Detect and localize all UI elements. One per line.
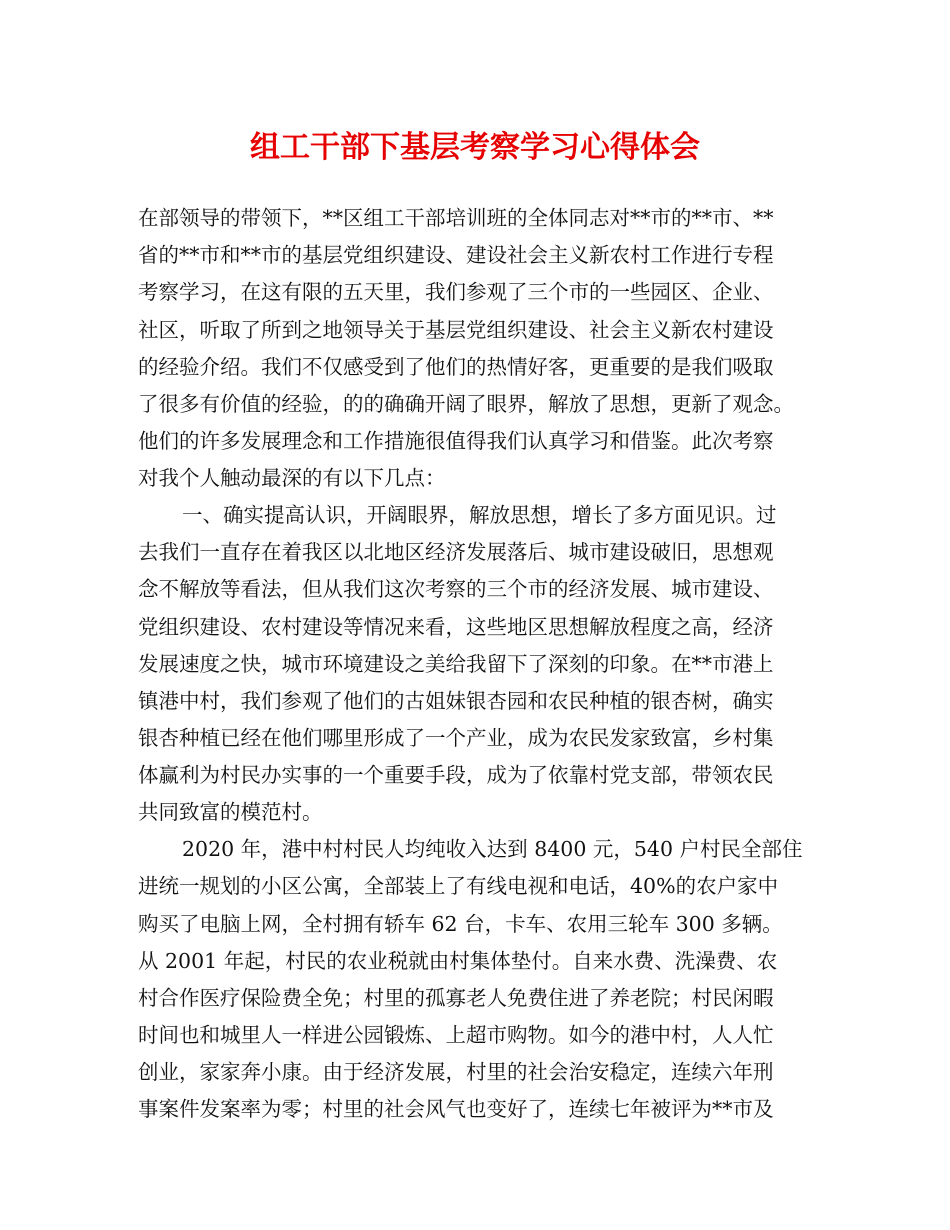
paragraph-line: 体赢利为村民办实事的一个重要手段，成为了依靠村党支部，带领农民 <box>138 763 774 787</box>
paragraph-line: 社区，听取了所到之地领导关于基层党组织建设、社会主义新农村建设 <box>138 318 774 342</box>
paragraph-line: 的经验介绍。我们不仅感受到了他们的热情好客，更重要的是我们吸取 <box>138 355 774 379</box>
paragraph-line: 进统一规划的小区公寓，全部装上了有线电视和电话，40%的农户家中 <box>138 874 779 898</box>
paragraph-line: 念不解放等看法，但从我们这次考察的三个市的经济发展、城市建设、 <box>138 577 774 601</box>
paragraph-line: 省的**市和**市的基层党组织建设、建设社会主义新农村工作进行专程 <box>138 243 774 267</box>
paragraph-line: 考察学习，在这有限的五天里，我们参观了三个市的一些园区、企业、 <box>138 280 774 304</box>
paragraph-line: 村合作医疗保险费全免；村里的孤寡老人免费住进了养老院；村民闲暇 <box>138 986 774 1010</box>
paragraph-line: 了很多有价值的经验，的的确确开阔了眼界，解放了思想，更新了观念。 <box>138 392 794 416</box>
paragraph-line: 去我们一直存在着我区以北地区经济发展落后、城市建设破旧，思想观 <box>138 540 774 564</box>
paragraph-line: 对我个人触动最深的有以下几点： <box>138 466 446 490</box>
paragraph-line: 购买了电脑上网，全村拥有轿车 62 台，卡车、农用三轮车 300 多辆。 <box>138 912 783 936</box>
paragraph-line: 镇港中村，我们参观了他们的古姐妹银杏园和农民种植的银杏树，确实 <box>138 689 774 713</box>
paragraph-line: 他们的许多发展理念和工作措施很值得我们认真学习和借鉴。此次考察 <box>138 429 774 453</box>
paragraph-line: 党组织建设、农村建设等情况来看，这些地区思想解放程度之高，经济 <box>138 615 774 639</box>
paragraph-line: 时间也和城里人一样进公园锻炼、上超市购物。如今的港中村，人人忙 <box>138 1023 774 1047</box>
document-title: 组工干部下基层考察学习心得体会 <box>250 130 700 165</box>
paragraph-line: 从 2001 年起，村民的农业税就由村集体垫付。自来水费、洗澡费、农 <box>138 949 778 973</box>
paragraph-line: 发展速度之快，城市环境建设之美给我留下了深刻的印象。在**市港上 <box>138 652 774 676</box>
paragraph-line: 在部领导的带领下，**区组工干部培训班的全体同志对**市的**市、** <box>138 206 774 230</box>
paragraph-line: 创业，家家奔小康。由于经济发展，村里的社会治安稳定，连续六年刑 <box>138 1060 774 1084</box>
paragraph-line: 共同致富的模范村。 <box>138 800 323 824</box>
paragraph-line: 银杏种植已经在他们哪里形成了一个产业，成为农民发家致富，乡村集 <box>138 726 774 750</box>
paragraph-line: 事案件发案率为零；村里的社会风气也变好了，连续七年被评为**市及 <box>138 1097 774 1121</box>
paragraph-line: 一、确实提高认识，开阔眼界，解放思想，增长了多方面见识。过 <box>182 503 777 527</box>
paragraph-line: 2020 年，港中村村民人均纯收入达到 8400 元，540 户村民全部住 <box>182 837 803 861</box>
